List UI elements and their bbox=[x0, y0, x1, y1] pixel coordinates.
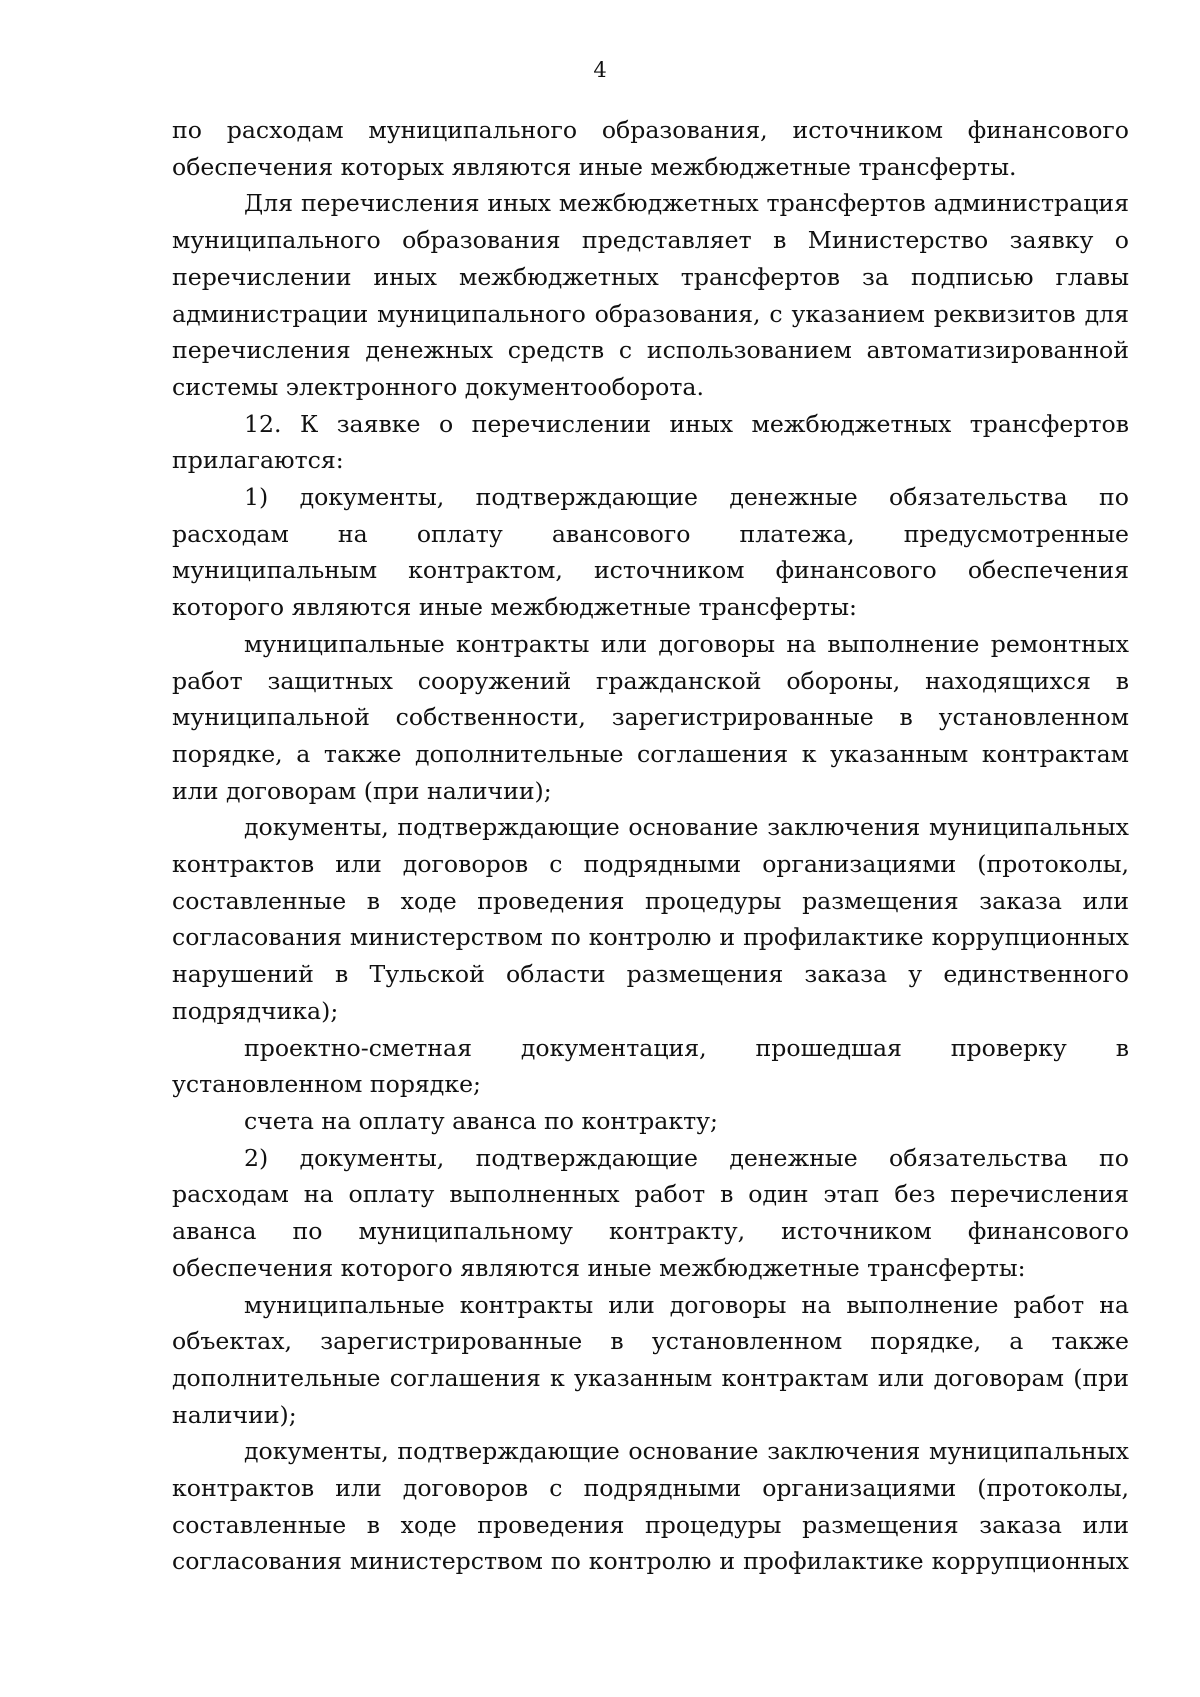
paragraph: муниципальные контракты или договоры на выполнение работ на объектах, зарегистрированные в установленном порядке, а также дополнительные соглашения к указанным контрактам или договорам (при наличии); bbox=[172, 1290, 1129, 1429]
paragraph: по расходам муниципального образования, источником финансового обеспечения которых являются иные межбюджетные трансферты. bbox=[172, 116, 1129, 181]
paragraph: муниципальные контракты или договоры на выполнение ремонтных работ защитных сооружений гражданской обороны, находящихся в муниципальной собственности, зарегистрированные в установленном порядке, а также дополнительные соглашения к указанным контрактам или договорам (при наличии); bbox=[172, 629, 1129, 805]
paragraph: Для перечисления иных межбюджетных трансфертов администрация муниципального образования представляет в Министерство заявку о перечислении иных межбюджетных трансфертов за подписью главы администрации муниципального образования, с указанием реквизитов для перечисления денежных средств с использованием автоматизированной системы электронного документооборота. bbox=[172, 189, 1129, 401]
paragraph: счета на оплату аванса по контракту; bbox=[244, 1106, 718, 1135]
paragraph: документы, подтверждающие основание заключения муниципальных контрактов или договоров с подрядными организациями (протоколы, составленные в ходе проведения процедуры размещения заказа или согласования министерством по контролю и профилактике коррупционных bbox=[172, 1437, 1129, 1576]
paragraph: 1) документы, подтверждающие денежные обязательства по расходам на оплату авансового платежа, предусмотренные муниципальным контрактом, источником финансового обеспечения которого являются иные межбюджетные трансферты: bbox=[172, 483, 1129, 622]
paragraph: проектно-сметная документация, прошедшая проверку в установленном порядке; bbox=[172, 1033, 1129, 1099]
paragraph: 12. К заявке о перечислении иных межбюджетных трансфертов прилагаются: bbox=[172, 409, 1129, 475]
document-body bbox=[172, 112, 1129, 1580]
paragraph: документы, подтверждающие основание заключения муниципальных контрактов или договоров с подрядными организациями (протоколы, составленные в ходе проведения процедуры размещения заказа или согласования министерством по контролю и профилактике коррупционных нарушений в Тульской области размещения заказа у единственного подрядчика); bbox=[172, 813, 1129, 1025]
page-number: 4 bbox=[593, 58, 607, 82]
paragraph: 2) документы, подтверждающие денежные обязательства по расходам на оплату выполненных работ в один этап без перечисления аванса по муниципальному контракту, источником финансового обеспечения которого являются иные межбюджетные трансферты: bbox=[172, 1143, 1129, 1282]
